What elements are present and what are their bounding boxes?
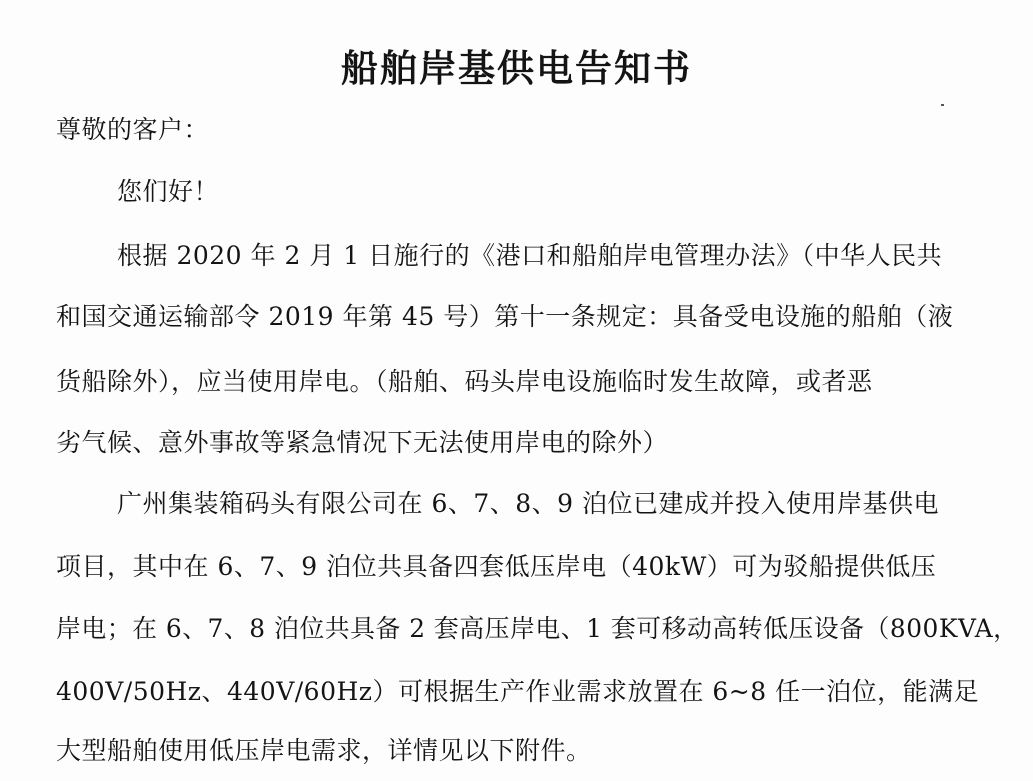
paragraph1-line: 和国交通运输部令 2019 年第 45 号）第十一条规定：具备受电设施的船舶（液 [56,302,954,331]
paragraph2-line: 岸电；在 6、7、8 泊位共具备 2 套高压岸电、1 套可移动高转低压设备（800KVA， [56,614,1019,643]
paragraph1-line: 根据 2020 年 2 月 1 日施行的《港口和船舶岸电管理办法》（中华人民共 [117,241,943,270]
paragraph1-line: 劣气候、意外事故等紧急情况下无法使用岸电的除外） [56,428,669,457]
paragraph2-line: 项目，其中在 6、7、9 泊位共具备四套低压岸电（40kW）可为驳船提供低压 [56,552,937,581]
scan-speck [941,104,944,106]
paragraph2-line: 400V/50Hz、440V/60Hz）可根据生产作业需求放置在 6~8 任一泊位，能满足 [56,677,980,706]
greeting-line: 尊敬的客户： [56,115,210,144]
hello-line: 您们好！ [117,177,220,206]
paragraph1-line: 货船除外），应当使用岸电。（船舶、码头岸电设施临时发生故障，或者恶 [56,367,873,396]
document-title: 船舶岸基供电告知书 [341,46,692,90]
paragraph2-line: 大型船舶使用低压岸电需求，详情见以下附件。 [56,736,592,765]
paragraph2-line: 广州集装箱码头有限公司在 6、7、8、9 泊位已建成并投入使用岸基供电 [117,489,940,518]
